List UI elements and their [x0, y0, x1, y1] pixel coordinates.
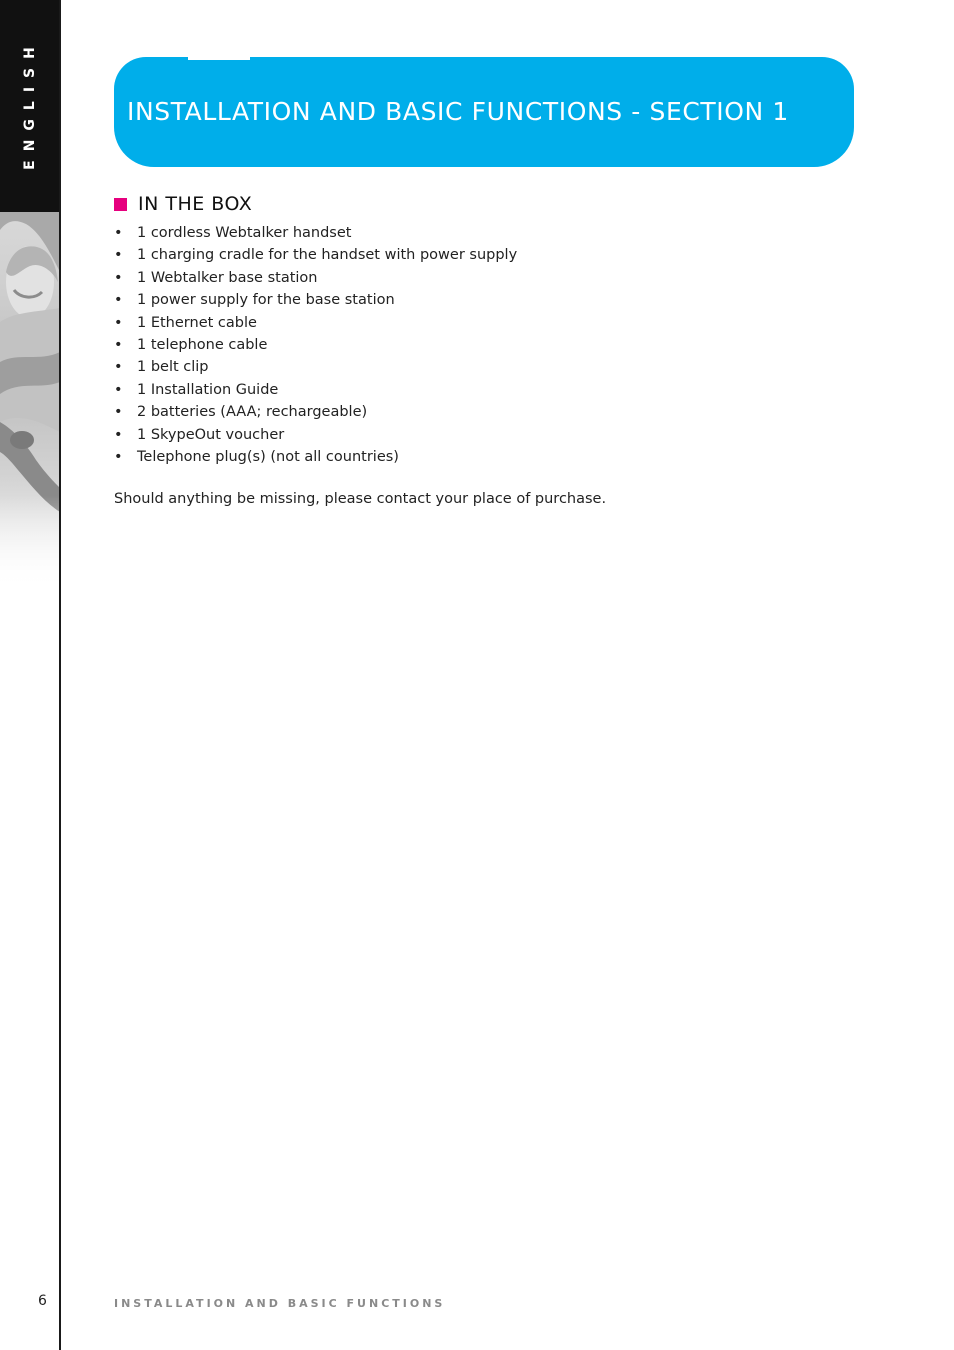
list-item: • 1 SkypeOut voucher	[114, 424, 517, 446]
list-item: • 1 Installation Guide	[114, 379, 517, 401]
bullet-icon: •	[114, 448, 123, 465]
list-item: • 1 cordless Webtalker handset	[114, 222, 517, 244]
heading-square-icon	[114, 198, 127, 211]
box-contents-list	[114, 222, 517, 468]
bullet-icon: •	[114, 225, 123, 241]
language-sidebar	[0, 0, 60, 212]
section-title-banner	[114, 57, 854, 167]
list-item: • 1 belt clip	[114, 356, 517, 378]
list-item: • 1 charging cradle for the handset with power supply	[114, 244, 517, 266]
page-number: 6	[38, 1293, 47, 1309]
list-item: • 1 telephone cable	[114, 334, 517, 356]
footer-section-label: INSTALLATION AND BASIC FUNCTIONS	[114, 1297, 446, 1310]
in-the-box-heading	[114, 192, 252, 216]
list-item: • 1 Ethernet cable	[114, 312, 517, 334]
banner-notch	[188, 57, 250, 60]
list-item: • Telephone plug(s) (not all countries)	[114, 446, 517, 468]
bullet-icon: •	[114, 292, 123, 309]
woman-photo-illustration	[0, 212, 60, 590]
bullet-icon: •	[114, 269, 123, 286]
sidebar-photo	[0, 212, 60, 590]
vertical-divider	[59, 0, 61, 1350]
list-item: • 2 batteries (AAA; rechargeable)	[114, 401, 517, 423]
page-title: INSTALLATION AND BASIC FUNCTIONS - SECTION 1	[127, 97, 789, 126]
bullet-icon: •	[114, 359, 123, 376]
bullet-icon: •	[114, 314, 123, 331]
heading-text: IN THE BOX	[138, 193, 253, 215]
bullet-icon: •	[114, 404, 123, 421]
language-label: ENGLISH	[22, 38, 38, 170]
bullet-icon: •	[114, 336, 123, 353]
list-item: • 1 power supply for the base station	[114, 289, 517, 311]
bullet-icon: •	[114, 426, 123, 443]
bullet-icon: •	[114, 247, 123, 264]
missing-items-note: Should anything be missing, please contact your place of purchase.	[114, 491, 607, 507]
list-item: • 1 Webtalker base station	[114, 267, 517, 289]
bullet-icon: •	[114, 381, 123, 398]
